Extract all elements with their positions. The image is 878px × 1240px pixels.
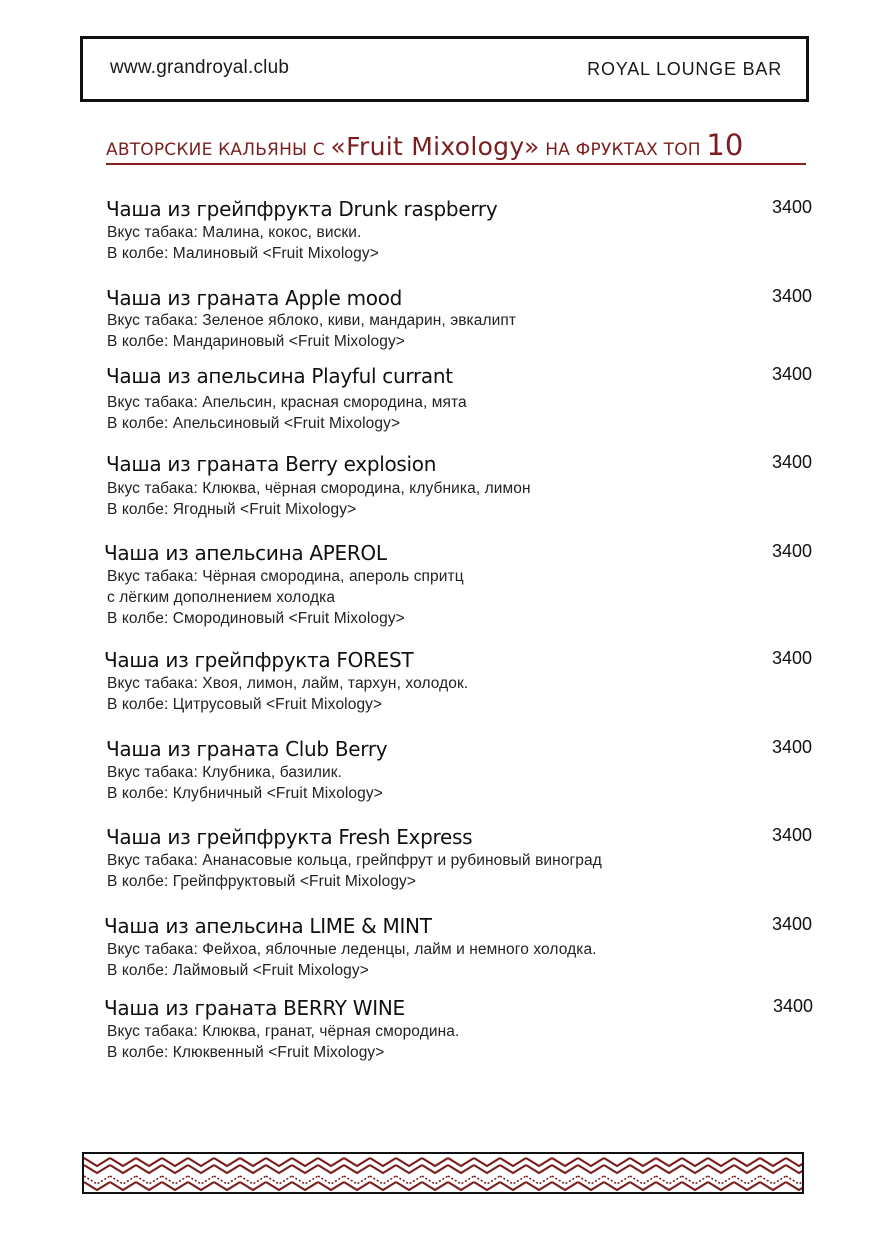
item-name: Чаша из апельсина Playful currant bbox=[106, 364, 453, 388]
item-description-line: В колбе: Смородиновый <Fruit Mixology> bbox=[107, 610, 405, 627]
item-description-line: В колбе: Грейпфруктовый <Fruit Mixology> bbox=[107, 873, 417, 890]
title-brand: «Fruit Mixology» bbox=[330, 132, 540, 161]
item-description-line: В колбе: Малиновый <Fruit Mixology> bbox=[107, 245, 379, 262]
item-name: Чаша из граната Club Berry bbox=[106, 737, 388, 761]
item-name: Чаша из грейпфрукта Fresh Express bbox=[106, 825, 473, 849]
item-name: Чаша из грейпфрукта FOREST bbox=[104, 648, 414, 672]
title-part-3: НА ФРУКТАХ ТОП bbox=[539, 140, 707, 160]
item-description-line: В колбе: Цитрусовый <Fruit Mixology> bbox=[107, 696, 383, 713]
item-description-line: Вкус табака: Хвоя, лимон, лайм, тархун, холодок. bbox=[107, 675, 469, 692]
item-name: Чаша из апельсина APEROL bbox=[104, 541, 387, 565]
item-name: Чаша из граната BERRY WINE bbox=[104, 996, 405, 1020]
item-price: 3400 bbox=[771, 197, 812, 217]
item-description-line: В колбе: Клубничный <Fruit Mixology> bbox=[107, 785, 383, 802]
item-name: Чаша из граната Apple mood bbox=[106, 286, 403, 310]
item-description-line: Вкус табака: Зеленое яблоко, киви, мандарин, эвкалипт bbox=[107, 312, 517, 329]
item-name: Чаша из грейпфрукта Drunk raspberry bbox=[106, 197, 498, 221]
item-description-line: Вкус табака: Клюква, гранат, чёрная смородина. bbox=[107, 1023, 460, 1040]
item-description-line: Вкус табака: Апельсин, красная смородина, мята bbox=[107, 394, 467, 411]
item-price: 3400 bbox=[772, 996, 813, 1016]
website-link[interactable]: www.grandroyal.club bbox=[110, 57, 290, 78]
item-price: 3400 bbox=[771, 737, 812, 757]
item-price: 3400 bbox=[771, 286, 812, 306]
item-description-line: с лёгким дополнением холодка bbox=[107, 589, 336, 606]
zigzag-ornament-icon bbox=[84, 1154, 802, 1192]
item-description-line: Вкус табака: Клубника, базилик. bbox=[107, 764, 343, 781]
item-price: 3400 bbox=[771, 914, 812, 934]
item-description-line: В колбе: Апельсиновый <Fruit Mixology> bbox=[107, 415, 401, 432]
item-name: Чаша из граната Berry explosion bbox=[106, 452, 437, 476]
item-description-line: Вкус табака: Ананасовые кольца, грейпфрут и рубиновый виноград bbox=[107, 852, 602, 869]
item-name: Чаша из апельсина LIME & MINT bbox=[104, 914, 432, 938]
item-description-line: Вкус табака: Чёрная смородина, апероль спритц bbox=[107, 568, 464, 585]
item-price: 3400 bbox=[771, 452, 812, 472]
item-description-line: В колбе: Лаймовый <Fruit Mixology> bbox=[107, 962, 369, 979]
item-price: 3400 bbox=[771, 541, 812, 561]
item-price: 3400 bbox=[771, 364, 812, 384]
title-part-1: АВТОРСКИЕ КАЛЬЯНЫ С bbox=[106, 140, 331, 160]
venue-name: ROYAL LOUNGE BAR bbox=[587, 59, 782, 79]
footer-ornament-band bbox=[82, 1152, 804, 1194]
item-price: 3400 bbox=[771, 648, 812, 668]
title-top-number: 10 bbox=[706, 128, 744, 162]
item-description-line: Вкус табака: Фейхоа, яблочные леденцы, лайм и немного холодка. bbox=[107, 941, 597, 958]
item-description-line: В колбе: Ягодный <Fruit Mixology> bbox=[107, 501, 357, 518]
item-description-line: Вкус табака: Клюква, чёрная смородина, клубника, лимон bbox=[107, 480, 531, 497]
item-description-line: Вкус табака: Малина, кокос, виски. bbox=[107, 224, 362, 241]
item-price: 3400 bbox=[771, 825, 812, 845]
item-description-line: В колбе: Клюквенный <Fruit Mixology> bbox=[107, 1044, 385, 1061]
item-description-line: В колбе: Мандариновый <Fruit Mixology> bbox=[107, 333, 405, 350]
